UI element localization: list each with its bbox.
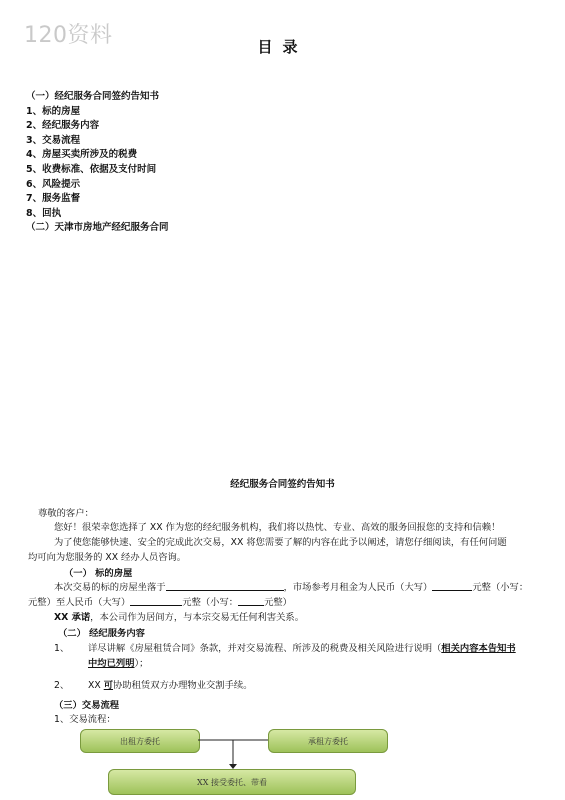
- service-item-1-number: 1、: [54, 643, 70, 654]
- property-line-1: [54, 580, 528, 595]
- flow-box-tenant-label: 承租方委托: [308, 736, 348, 746]
- greeting: 尊敬的客户：: [38, 508, 94, 519]
- toc-item[interactable]: 2、经纪服务内容: [26, 120, 100, 132]
- service-item-1-bold: 相关内容本告知书: [441, 643, 516, 654]
- notice-title: 经纪服务合同签约告知书: [230, 479, 335, 490]
- rent-small-label: 元整（小写：: [182, 597, 239, 608]
- toc-item[interactable]: 5、收费标准、依据及支付时间: [26, 163, 157, 175]
- intro-paragraph: 您好！很荣幸您选择了 XX 作为您的经纪服务机构，我们将以热忱、专业、高效的服务回报您的支持和信赖！: [54, 522, 501, 533]
- toc-item[interactable]: 3、交易流程: [26, 134, 81, 146]
- process-subheading: 1、交易流程：: [54, 714, 116, 725]
- flow-box-accept: [108, 769, 356, 795]
- rent-label: ，市场参考月租金为人民币（大写）: [283, 582, 433, 593]
- toc-item[interactable]: 7、服务监督: [26, 193, 81, 205]
- toc-item[interactable]: 4、房屋买卖所涉及的税费: [26, 149, 138, 161]
- rent-end-label: 元整）: [264, 597, 292, 608]
- rent-small-blank[interactable]: [238, 595, 264, 606]
- service-item-1-cont: [88, 656, 148, 671]
- rent-upper-blank-2[interactable]: [130, 595, 182, 606]
- rent-yuan-label: 元整（小写：: [472, 582, 529, 593]
- section-heading-process: （三）交易流程: [54, 700, 120, 711]
- service-item-2-pre: XX: [88, 680, 104, 691]
- toc-title: 目录: [257, 38, 308, 56]
- toc-item[interactable]: （二）天津市房地产经纪服务合同: [26, 222, 169, 234]
- service-item-1-text: 详尽讲解《房屋租赁合同》条款，并对交易流程、所涉及的税费及相关风险进行说明（: [88, 643, 442, 654]
- table-of-contents: [26, 90, 169, 236]
- section-heading-property: （一） 标的房屋: [64, 568, 133, 579]
- toc-item[interactable]: （一）经纪服务合同签约告知书: [26, 91, 160, 102]
- property-line-2: [28, 595, 292, 610]
- purpose-paragraph: 为了使您能够快速、安全的完成此次交易，XX 将您需要了解的内容在此予以阐述，请您仔细阅读，有任何问题: [54, 537, 507, 548]
- purpose-paragraph-cont: 均可向为您服务的 XX 经办人员咨询。: [28, 552, 187, 563]
- toc-item[interactable]: 1、标的房屋: [26, 105, 81, 117]
- commitment-text: ，本公司作为居间方，与本宗交易无任何利害关系。: [90, 612, 305, 623]
- commitment-line: [54, 610, 304, 625]
- rent-upper-blank[interactable]: [432, 580, 472, 591]
- service-item-2-number: 2、: [54, 680, 70, 691]
- flow-box-landlord-label: 出租方委托: [120, 736, 160, 746]
- service-item-2-text: 协助租赁双方办理物业交割手续。: [113, 680, 253, 691]
- service-item-2: [88, 678, 252, 693]
- service-item-1: [88, 641, 516, 656]
- process-flowchart: [60, 726, 440, 800]
- toc-item[interactable]: 8、回执: [26, 207, 62, 219]
- section-heading-service: （二） 经纪服务内容: [58, 628, 145, 639]
- property-location-label: 本次交易的标的房屋坐落于: [54, 582, 166, 593]
- service-item-1-bold-cont: 中均已列明: [88, 658, 135, 669]
- watermark-logo: 120资料: [24, 23, 113, 48]
- service-item-2-bold: 可: [103, 680, 114, 691]
- rent-range-label: 元整）至人民币（大写）: [28, 597, 131, 608]
- service-item-1-end: ）；: [134, 658, 149, 669]
- toc-item[interactable]: 6、风险提示: [26, 178, 81, 190]
- address-blank[interactable]: [166, 580, 284, 591]
- flow-box-accept-label: XX 接受委托、带看: [197, 777, 267, 787]
- commitment-bold: XX 承诺: [54, 612, 91, 623]
